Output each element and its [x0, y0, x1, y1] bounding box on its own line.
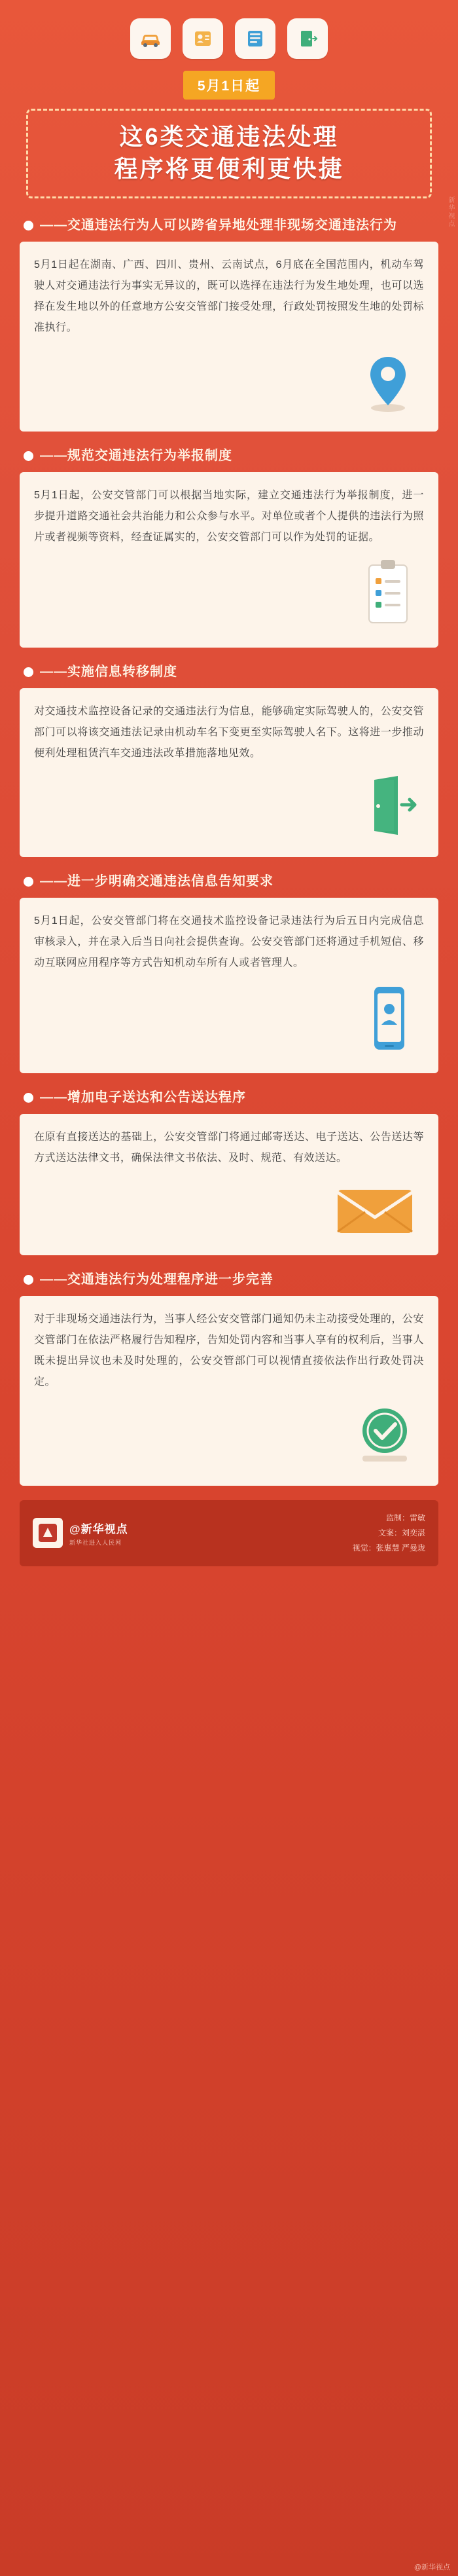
bullet-icon — [24, 451, 33, 461]
section-2-body: 5月1日起，公安交管部门可以根据当地实际，建立交通违法行为举报制度，进一步提升道路交通社会共治能力和公众参与水平。对单位或者个人提供的违法行为照片或者视频等资料，经查证属实的，公安交管部门可以作为处罚的证据。 — [34, 490, 424, 543]
section-2-title: ——规范交通违法行为举报制度 — [40, 449, 232, 464]
brand-name: @新华视点 — [69, 1522, 128, 1536]
section-5-heading — [20, 1088, 438, 1114]
title-block — [20, 71, 438, 198]
brand[interactable] — [33, 1518, 128, 1548]
envelope-icon — [326, 1175, 424, 1241]
location-pin-icon — [352, 345, 424, 417]
section-4-card — [20, 898, 438, 1073]
section-1-title: ——交通违法行为人可以跨省异地处理非现场交通违法行为 — [40, 218, 397, 233]
section-4 — [20, 872, 438, 1073]
bullet-icon — [24, 667, 33, 677]
credit-line-2: 文案：刘奕湛 — [378, 1528, 425, 1537]
watermark: @新华视点 — [414, 2564, 450, 2571]
section-4-illustration — [34, 974, 424, 1059]
section-3-body: 对交通技术监控设备记录的交通违法行为信息，能够确定实际驾驶人的，公安交管部门可以将该交通违法记录由机动车名下变更至实际驾驶人名下。这将进一步推动便利处理租赁汽车交通违法改革措施落地见效。 — [34, 706, 424, 760]
headline-line-1: 这6类交通违法处理 — [119, 123, 339, 150]
credits — [353, 1511, 425, 1555]
section-1-card — [20, 242, 438, 432]
section-3-illustration — [34, 764, 424, 843]
section-6-title: ——交通违法行为处理程序进一步完善 — [40, 1272, 273, 1287]
section-6-card — [20, 1296, 438, 1486]
bullet-icon — [24, 1275, 33, 1285]
door-exit-icon — [287, 18, 328, 59]
section-5-illustration — [34, 1169, 424, 1241]
section-3 — [20, 662, 438, 857]
section-4-title: ——进一步明确交通违法信息告知要求 — [40, 874, 273, 889]
section-3-card — [20, 688, 438, 857]
bullet-icon — [24, 1093, 33, 1103]
section-1 — [20, 215, 438, 432]
section-3-title: ——实施信息转移制度 — [40, 665, 177, 680]
section-list — [0, 215, 458, 1486]
id-card-icon — [183, 18, 223, 59]
section-1-illustration — [34, 339, 424, 417]
side-watermark: 新华视点 — [447, 196, 454, 228]
date-badge: 5月1日起 — [183, 71, 275, 100]
headline-line-2: 程序将更便利更快捷 — [114, 155, 344, 182]
section-5-body: 在原有直接送达的基础上，公安交管部门将通过邮寄送达、电子送达、公告送达等方式送达法律文书，确保法律文书依法、及时、规范、有效送达。 — [34, 1132, 424, 1164]
bullet-icon — [24, 221, 33, 230]
xinhua-logo-icon — [33, 1518, 63, 1548]
section-5-card — [20, 1114, 438, 1255]
section-6-body: 对于非现场交通违法行为，当事人经公安交管部门通知仍未主动接受处理的，公安交管部门在依法严格履行告知程序，告知处罚内容和当事人享有的权利后，当事人既未提出异议也未及时处理的，公安交管部门可以视情直接依法作出行政处罚决定。 — [34, 1314, 424, 1388]
section-6-illustration — [34, 1393, 424, 1471]
section-2 — [20, 446, 438, 648]
section-6 — [20, 1270, 438, 1486]
section-2-card — [20, 472, 438, 648]
top-icon-strip — [0, 0, 458, 64]
car-icon — [130, 18, 171, 59]
section-5-title: ——增加电子送达和公告送达程序 — [40, 1090, 246, 1105]
stamp-seal-icon — [345, 1399, 424, 1471]
credit-line-1: 监制：雷敏 — [385, 1513, 425, 1523]
door-exit-icon — [352, 771, 424, 843]
section-3-heading — [20, 662, 438, 688]
section-2-heading — [20, 446, 438, 472]
bullet-icon — [24, 877, 33, 887]
section-6-heading — [20, 1270, 438, 1296]
credit-line-3: 视觉：张惠慧 严曼珑 — [352, 1543, 425, 1553]
section-1-body: 5月1日起在湖南、广西、四川、贵州、云南试点，6月底在全国范围内，机动车驾驶人对交通违法行为事实无异议的，既可以选择在违法行为发生地处理，也可以选择在发生地以外的任意地方公安交管部门接受处理，行政处罚按照发生地的处罚标准执行。 — [34, 259, 424, 334]
headline-box — [26, 109, 432, 198]
clipboard-check-icon — [352, 555, 424, 633]
section-2-illustration — [34, 548, 424, 633]
footer — [20, 1500, 438, 1566]
section-5 — [20, 1088, 438, 1255]
section-4-heading — [20, 872, 438, 898]
section-1-heading — [20, 215, 438, 242]
section-4-body: 5月1日起，公安交管部门将在交通技术监控设备记录违法行为后五日内完成信息审核录入，并在录入后当日向社会提供查询。公安交管部门还将通过手机短信、移动互联网应用程序等方式告知机动车所有人或者管理人。 — [34, 915, 424, 969]
brand-sub: 新华社进入人民网 — [69, 1539, 122, 1546]
mobile-phone-icon — [352, 980, 424, 1059]
checklist-icon — [235, 18, 275, 59]
